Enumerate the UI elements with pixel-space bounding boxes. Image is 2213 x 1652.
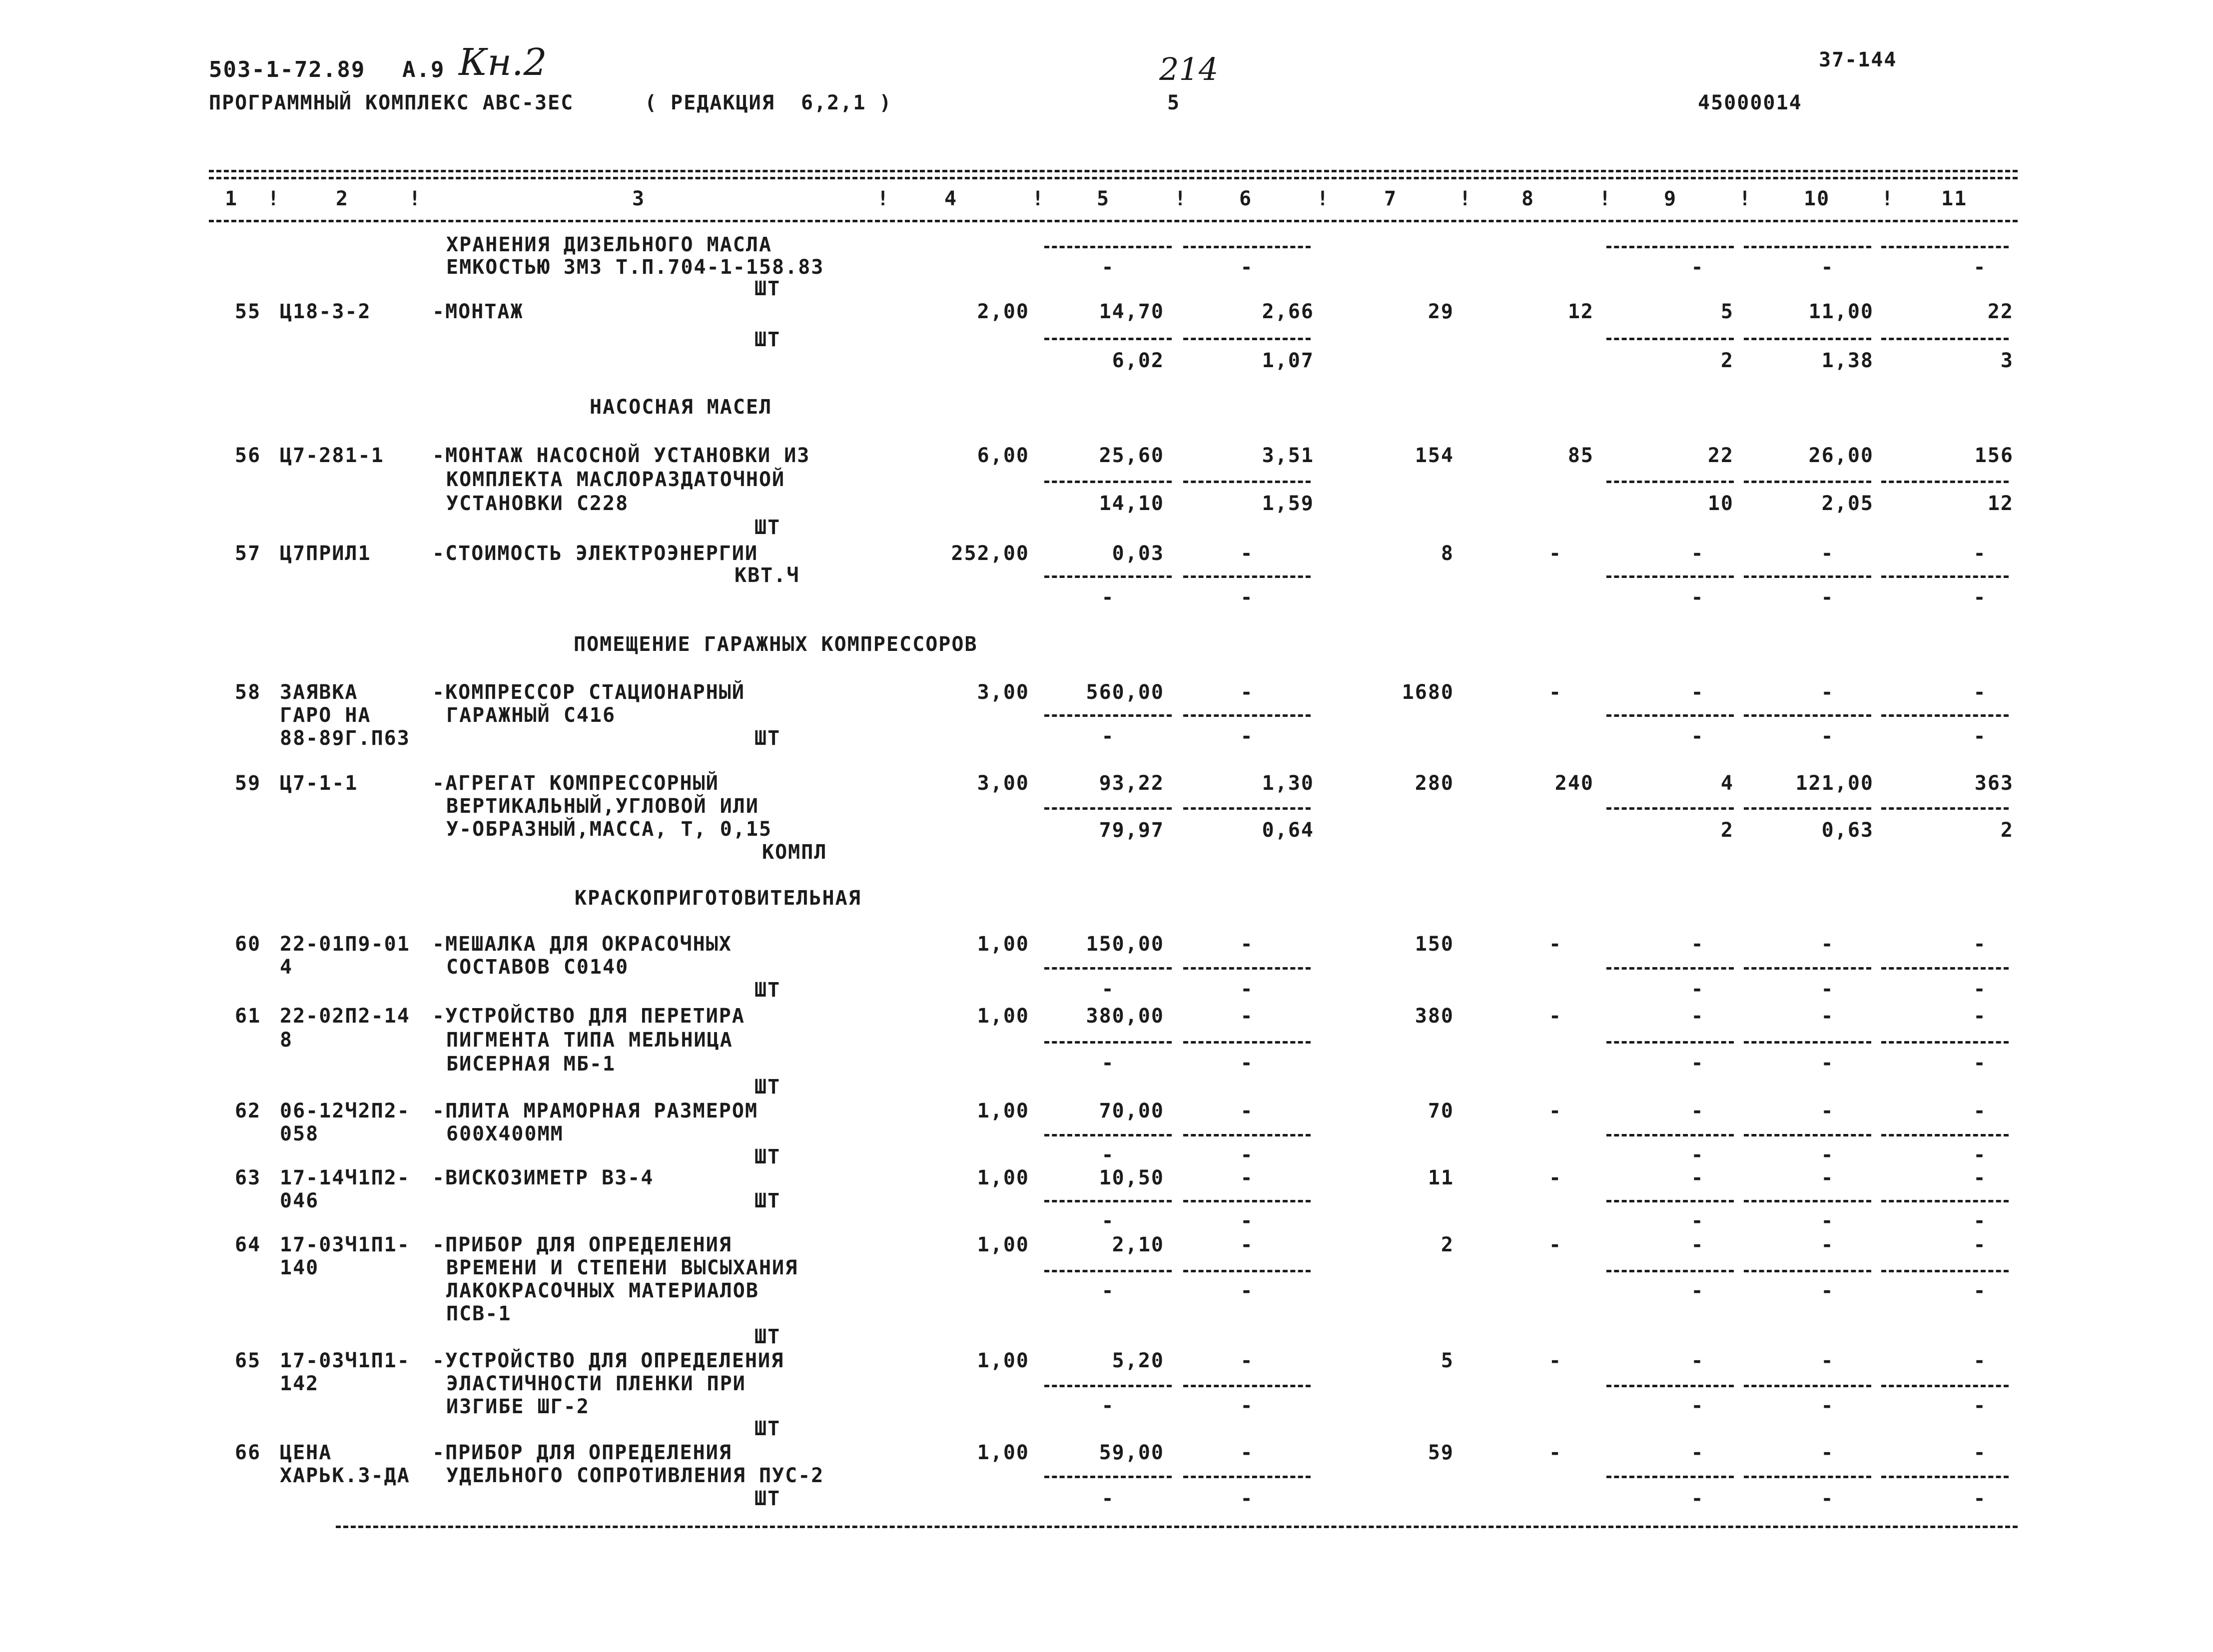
item-description: ПСВ-1 xyxy=(446,1302,512,1325)
rate-code: ГАРО НА xyxy=(280,704,371,727)
item-description: ГАРАЖНЫЙ С416 xyxy=(446,704,616,727)
item-description: -МЕШАЛКА ДЛЯ ОКРАСОЧНЫХ xyxy=(432,933,732,956)
item-description: -ПРИБОР ДЛЯ ОПРЕДЕЛЕНИЯ xyxy=(432,1233,732,1256)
item-description: -ПЛИТА МРАМОРНАЯ РАЗМЕРОМ xyxy=(432,1100,758,1122)
quantity: 1,00 xyxy=(977,1100,1029,1122)
page-number-handwritten: 214 xyxy=(1159,51,1219,87)
item-description: ВЕРТИКАЛЬНЫЙ,УГЛОВОЙ ИЛИ xyxy=(446,795,759,818)
document-number: 45000014 xyxy=(1698,91,1802,114)
quantity: 1,00 xyxy=(977,1349,1029,1372)
rate-code: 22-02П2-14 xyxy=(280,1005,410,1028)
row-number: 61 xyxy=(235,1005,261,1028)
unit: ШТ xyxy=(754,277,781,300)
edition: ( РЕДАКЦИЯ 6,2,1 ) xyxy=(645,91,892,114)
row-number: 56 xyxy=(235,444,261,467)
rule-top-2 xyxy=(209,177,2018,179)
row-number: 60 xyxy=(235,933,261,956)
unit: КВТ.Ч xyxy=(735,564,800,587)
row-number: 57 xyxy=(235,542,261,565)
item-description: -ВИСКОЗИМЕТР ВЗ-4 xyxy=(432,1166,654,1189)
item-description: ПИГМЕНТА ТИПА МЕЛЬНИЦА xyxy=(446,1029,733,1052)
item-description: УДЕЛЬНОГО СОПРОТИВЛЕНИЯ ПУС-2 xyxy=(446,1464,824,1487)
rate-code: ХАРЬК.З-ДА xyxy=(280,1464,410,1487)
quantity: 1,00 xyxy=(977,1166,1029,1189)
item-description: БИСЕРНАЯ МБ-1 xyxy=(446,1053,616,1076)
section-heading: КРАСКОПРИГОТОВИТЕЛЬНАЯ xyxy=(575,887,861,910)
item-description: СОСТАВОВ С0140 xyxy=(446,956,629,979)
unit: ШТ xyxy=(754,1145,781,1168)
item-description: -КОМПРЕССОР СТАЦИОНАРНЫЙ xyxy=(432,681,745,704)
row-number: 59 xyxy=(235,772,261,795)
unit: ШТ xyxy=(754,516,781,539)
quantity: 6,00 xyxy=(977,444,1029,467)
quantity: 252,00 xyxy=(951,542,1029,565)
item-description: -ПРИБОР ДЛЯ ОПРЕДЕЛЕНИЯ xyxy=(432,1441,732,1464)
section-heading: НАСОСНАЯ МАСЕЛ xyxy=(590,396,772,419)
unit: ШТ xyxy=(754,1076,781,1099)
item-description: -МОНТАЖ НАСОСНОЙ УСТАНОВКИ ИЗ xyxy=(432,444,810,467)
row-number: 62 xyxy=(235,1100,261,1122)
item-description: ЭЛАСТИЧНОСТИ ПЛЕНКИ ПРИ xyxy=(446,1372,746,1395)
col-10-header: 10 xyxy=(1804,187,1830,210)
item-description: ХРАНЕНИЯ ДИЗЕЛЬНОГО МАСЛА xyxy=(446,233,772,256)
col-9-header: 9 xyxy=(1664,187,1677,210)
page-number: 5 xyxy=(1167,91,1181,114)
rate-code: 046 xyxy=(280,1189,319,1212)
unit: ШТ xyxy=(754,1325,781,1348)
rate-code: ЗАЯВКА xyxy=(280,681,358,704)
item-description: ЛАКОКРАСОЧНЫХ МАТЕРИАЛОВ xyxy=(446,1279,759,1302)
item-description: ВРЕМЕНИ И СТЕПЕНИ ВЫСЫХАНИЯ xyxy=(446,1256,798,1279)
item-description: -УСТРОЙСТВО ДЛЯ ОПРЕДЕЛЕНИЯ xyxy=(432,1349,784,1372)
rate-code: 17-03Ч1П1- xyxy=(280,1349,410,1372)
col-8-header: 8 xyxy=(1521,187,1535,210)
sheet-code: 37-144 xyxy=(1819,48,1897,71)
item-description: -АГРЕГАТ КОМПРЕССОРНЫЙ xyxy=(432,772,719,795)
row-number: 65 xyxy=(235,1349,261,1372)
unit: ШТ xyxy=(754,328,781,351)
quantity: 3,00 xyxy=(977,681,1029,704)
rate-code: Ц7-281-1 xyxy=(280,444,384,467)
row-number: 55 xyxy=(235,300,261,323)
rate-code: 140 xyxy=(280,1256,319,1279)
col-7-header: 7 xyxy=(1384,187,1398,210)
item-description: -УСТРОЙСТВО ДЛЯ ПЕРЕТИРА xyxy=(432,1005,745,1028)
rate-code: Ц7-1-1 xyxy=(280,772,358,795)
rate-code: 17-03Ч1П1- xyxy=(280,1233,410,1256)
row-number: 64 xyxy=(235,1233,261,1256)
col-4-header: 4 xyxy=(944,187,958,210)
doc-code: 503-1-72.89 xyxy=(209,57,366,82)
item-description: КОМПЛЕКТА МАСЛОРАЗДАТОЧНОЙ xyxy=(446,468,785,491)
rule-bottom xyxy=(336,1526,2018,1528)
rule-top-1 xyxy=(209,170,2018,172)
album-number: А.9 xyxy=(402,57,445,82)
row-number: 63 xyxy=(235,1166,261,1189)
item-description: -СТОИМОСТЬ ЭЛЕКТРОЭНЕРГИИ xyxy=(432,542,758,565)
rate-code: Ц18-3-2 xyxy=(280,300,371,323)
rule-header-bottom xyxy=(209,220,2018,222)
col-1-header: 1 xyxy=(225,187,238,210)
row-number: 66 xyxy=(235,1441,261,1464)
quantity: 1,00 xyxy=(977,1233,1029,1256)
document-page: 503-1-72.89 А.9 Кн.2 214 37-144 ПРОГРАММНЫЙ КОМПЛЕКС АВС-3ЕС ( РЕДАКЦИЯ 6,2,1 ) 5 45000014 1 ! 2 ! 3 ! 4 ! 5 ! 6 ! 7 ! 8 ! 9 ! 10 ! 11 ХРАНЕНИЯ ДИЗЕЛЬНОГО МАСЛА ЕМКОСТЬЮ 3М3 Т.П.704-1-158.83 ШТ - - - - - 55 Ц18-3-2 -МОНТАЖ ШТ 2,00 14,70 2,66 29 12 5 11,00 22 6,02 1,07 2 1,38 3 НАСОСНАЯ МАСЕЛ 56 Ц7-281-1 -МОНТАЖ НАСОСНОЙ УСТАНОВКИ ИЗ КОМПЛЕКТА МАСЛОРАЗДАТОЧНОЙ УСТАНОВКИ С228 ШТ 6,00 25,60 3,51 154 85 22 26,00 156 14,10 1,59 10 2,05 12 57 Ц7ПРИЛ1 -СТОИМОСТЬ ЭЛЕКТРОЭНЕРГИИ КВТ.Ч 252,00 0,03 - 8 - - - - - - - - - ПОМЕЩЕНИЕ ГАРАЖНЫХ КОМПРЕССОРОВ 58 ЗАЯВКА ГАРО НА 88-89Г.П63 -КОМПРЕССОР СТАЦИОНАРНЫЙ ГАРАЖНЫЙ С416 ШТ 3,00 560,00 - 1680 - - - - - - - - - 59 Ц7-1-1 -АГРЕГАТ КОМПРЕССОРНЫЙ ВЕРТИКАЛЬНЫЙ,УГЛОВОЙ ИЛИ У-ОБРАЗНЫЙ,МАССА, Т, 0,15 КОМПЛ 3,00 93,22 1,30 280 240 4 121,00 363 79,97 0,64 2 0,63 2 КРАСКОПРИГОТОВИТЕЛЬНАЯ 60 22-01П9-01 4 -МЕШАЛКА ДЛЯ ОКРАСОЧНЫХ СОСТАВОВ С0140 ШТ 1,00 150,00 - 150 - - - - - - - - - 61 22-02П2-14 8 -УСТРОЙСТВО ДЛЯ ПЕРЕТИРА ПИГМЕНТА ТИПА МЕЛЬНИЦА БИСЕРНАЯ МБ-1 ШТ 1,00 380,00 - 380 - - - - - - - - - 62 06-12Ч2П2- 058 -ПЛИТА МРАМОРНАЯ РАЗМЕРОМ 600Х400ММ ШТ 1,00 70,00 - 70 - - - - - - - - - 63 17-14Ч1П2- 046 -ВИСКОЗИМЕТР ВЗ-4 ШТ 1,00 10,50 - 11 - - - - - - - - - 64 17-03Ч1П1- 140 -ПРИБОР ДЛЯ ОПРЕДЕЛЕНИЯ ВРЕМЕНИ И СТЕПЕНИ ВЫСЫХАНИЯ ЛАКОКРАСОЧНЫХ МАТЕРИАЛОВ ПСВ-1 ШТ 1,00 2,10 - 2 - - - - - - - - - 65 17-03Ч1П1- 142 -УСТРОЙСТВО ДЛЯ ОПРЕДЕЛЕНИЯ ЭЛАСТИЧНОСТИ ПЛЕНКИ ПРИ ИЗГИБЕ ШГ-2 ШТ 1,00 5,20 - 5 - - - - - - - - - 66 ЦЕНА ХАРЬК.З-ДА -ПРИБОР ДЛЯ ОПРЕДЕЛЕНИЯ УДЕЛЬНОГО СОПРОТИВЛЕНИЯ ПУС-2 ШТ 1,00 59,00 - 59 - - - - - - - - - xyxy=(0,0,2213,1652)
book-number-handwritten: Кн.2 xyxy=(459,41,547,84)
rate-code: 142 xyxy=(280,1372,319,1395)
col-11-header: 11 xyxy=(1941,187,1968,210)
item-description: 600Х400ММ xyxy=(446,1122,564,1145)
rate-code: 4 xyxy=(280,956,293,979)
rate-code: ЦЕНА xyxy=(280,1441,332,1464)
quantity: 1,00 xyxy=(977,933,1029,956)
rate-code: 058 xyxy=(280,1122,319,1145)
col-5-header: 5 xyxy=(1097,187,1110,210)
unit: ШТ xyxy=(754,1487,781,1510)
rate-code: 06-12Ч2П2- xyxy=(280,1100,410,1122)
section-heading: ПОМЕЩЕНИЕ ГАРАЖНЫХ КОМПРЕССОРОВ xyxy=(574,633,978,656)
col-2-header: 2 xyxy=(336,187,349,210)
item-description: ИЗГИБЕ ШГ-2 xyxy=(446,1395,590,1418)
program-name: ПРОГРАММНЫЙ КОМПЛЕКС АВС-3ЕС xyxy=(209,91,574,114)
item-description: -МОНТАЖ xyxy=(432,300,524,323)
rate-code: Ц7ПРИЛ1 xyxy=(280,542,371,565)
rate-code: 17-14Ч1П2- xyxy=(280,1166,410,1189)
rate-code: 88-89Г.П63 xyxy=(280,727,410,750)
unit: ШТ xyxy=(754,1189,781,1212)
unit: ШТ xyxy=(754,727,781,750)
quantity: 1,00 xyxy=(977,1005,1029,1028)
quantity: 1,00 xyxy=(977,1441,1029,1464)
unit: ШТ xyxy=(754,1417,781,1440)
rate-code: 8 xyxy=(280,1029,293,1052)
quantity: 2,00 xyxy=(977,300,1029,323)
item-description: УСТАНОВКИ С228 xyxy=(446,492,629,515)
rate-code: 22-01П9-01 xyxy=(280,933,410,956)
quantity: 3,00 xyxy=(977,772,1029,795)
item-description: ЕМКОСТЬЮ 3М3 Т.П.704-1-158.83 xyxy=(446,256,824,279)
col-3-header: 3 xyxy=(632,187,646,210)
unit: КОМПЛ xyxy=(762,841,827,864)
item-description: У-ОБРАЗНЫЙ,МАССА, Т, 0,15 xyxy=(446,818,772,841)
col-6-header: 6 xyxy=(1239,187,1253,210)
row-number: 58 xyxy=(235,681,261,704)
unit: ШТ xyxy=(754,979,781,1002)
